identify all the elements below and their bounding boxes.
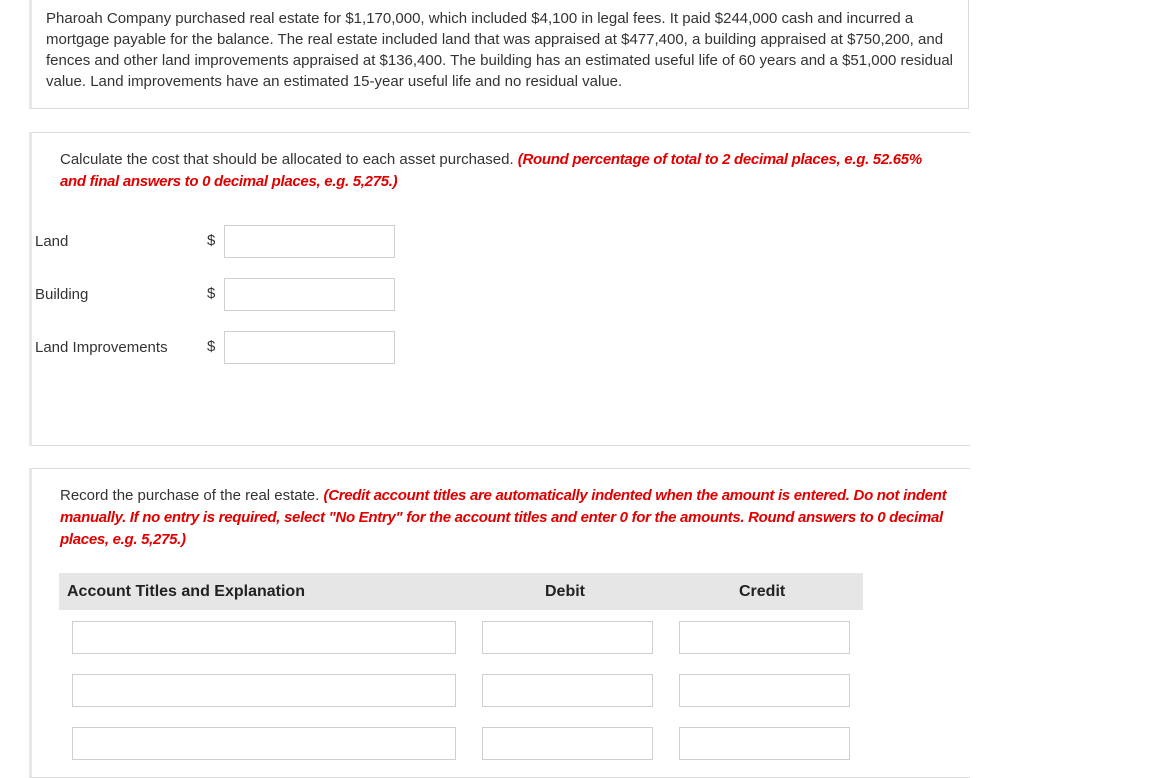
instruction-text: Calculate the cost that should be allocated to each asset purchased. [60, 151, 518, 168]
account-title-input[interactable] [72, 674, 456, 707]
journal-table-header [59, 573, 863, 610]
cost-allocation-instruction [60, 149, 950, 193]
debit-input[interactable] [482, 674, 653, 707]
credit-input[interactable] [679, 727, 850, 760]
credit-input[interactable] [679, 674, 850, 707]
instruction-text: Record the purchase of the real estate. [60, 487, 324, 504]
building-cost-input[interactable] [224, 278, 395, 311]
debit-input[interactable] [482, 621, 653, 654]
building-row [35, 278, 435, 312]
building-label: Building [35, 286, 89, 303]
rounding-note: (Round percentage of total to 2 decimal places, e.g. 52.65% and final answers to 0 decimal places, e.g. 5,275.) [60, 151, 922, 190]
debit-input[interactable] [482, 727, 653, 760]
credit-input[interactable] [679, 621, 850, 654]
journal-entry-instruction [60, 485, 950, 551]
dollar-sign: $ [207, 232, 216, 249]
account-title-input[interactable] [72, 621, 456, 654]
land-improvements-cost-input[interactable] [224, 331, 395, 364]
dollar-sign: $ [207, 285, 216, 302]
account-title-input[interactable] [72, 727, 456, 760]
land-improvements-row [35, 331, 435, 365]
land-improvements-label: Land Improvements [35, 339, 168, 356]
debit-header: Debit [545, 583, 585, 600]
problem-statement: Pharoah Company purchased real estate for $1,170,000, which included $4,100 in legal fees. It paid $244,000 cash and incurred a mortgage payable for the balance. The real estate included land that was appraised at $477,400, a building appraised at $750,200, and fences and other land improvements appraised at $136,400. The building has an estimated useful life of 60 years and a $51,000 residual value. Land improvements have an estimated 15-year useful life and no residual value. [46, 10, 953, 90]
land-label: Land [35, 233, 69, 250]
journal-note: (Credit account titles are automatically indented when the amount is entered. Do not indent manually. If no entry is required, select "No Entry" for the account titles and enter 0 for the amounts. Round answers to 0 decimal places, e.g. 5,275.) [60, 487, 947, 548]
land-row [35, 225, 435, 259]
problem-statement-box [29, 0, 969, 109]
land-cost-input[interactable] [224, 225, 395, 258]
credit-header: Credit [739, 583, 786, 600]
dollar-sign: $ [207, 338, 216, 355]
account-titles-header: Account Titles and Explanation [67, 583, 305, 600]
